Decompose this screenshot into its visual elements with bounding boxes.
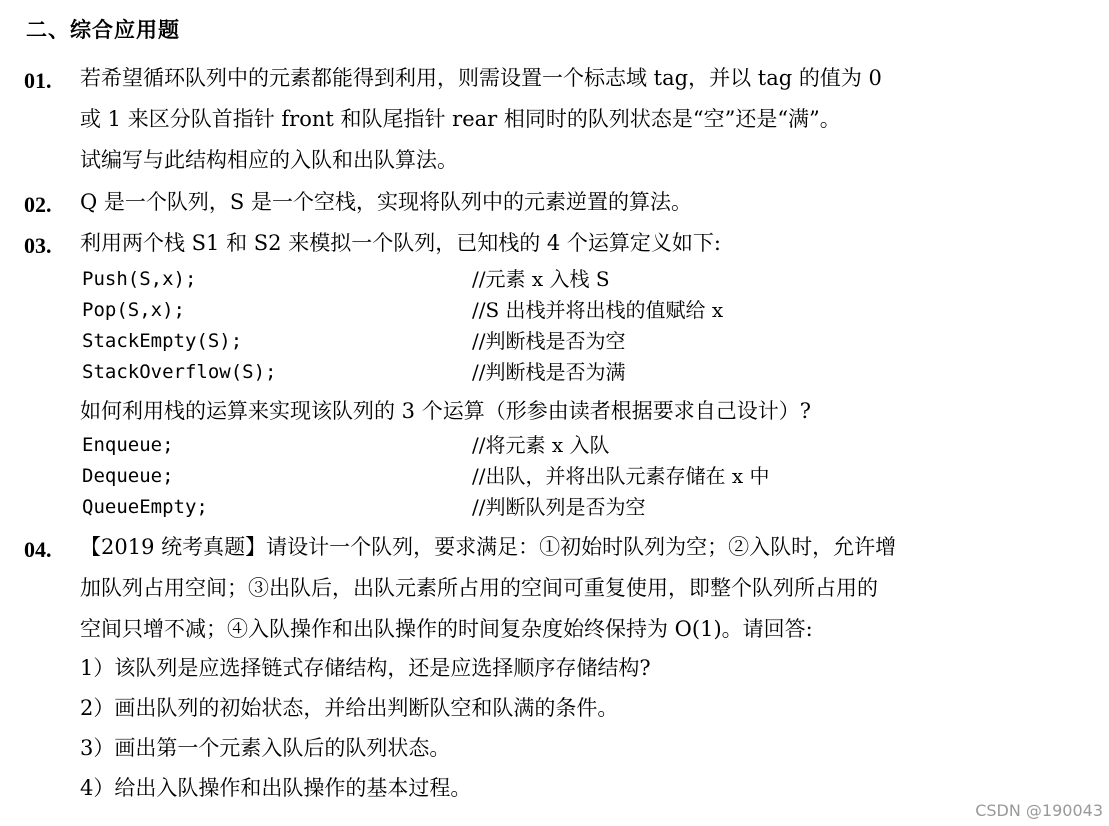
subquestion-4: 4）给出入队操作和出队操作的基本过程。: [80, 776, 472, 800]
subquestion-3: 3）画出第一个元素入队后的队列状态。: [80, 736, 451, 760]
stack-op-comment: //判断栈是否为空: [472, 329, 626, 353]
queue-op-code: Dequeue;: [82, 465, 174, 487]
queue-op-comment: //判断队列是否为空: [472, 495, 646, 519]
question-02-text: [80, 182, 1089, 223]
question-01-line-1: 若希望循环队列中的元素都能得到利用，则需设置一个标志域 tag，并以 tag 的值为 0: [80, 66, 882, 90]
subquestion-1: 1）该队列是应选择链式存储结构，还是应选择顺序存储结构?: [80, 656, 651, 680]
watermark: CSDN @190043: [975, 801, 1103, 820]
question-04-number: 04.: [24, 537, 52, 562]
stack-op-row: [82, 264, 1082, 295]
question-02-line-1: Q 是一个队列，S 是一个空栈，实现将队列中的元素逆置的算法。: [80, 190, 692, 214]
question-04-text: [80, 527, 1089, 650]
question-04-line-3: 空间只增不减；④入队操作和出队操作的时间复杂度始终保持为 O(1)。请回答:: [80, 617, 813, 641]
queue-op-code: Enqueue;: [82, 434, 174, 456]
subquestion-2: 2）画出队列的初始状态，并给出判断队空和队满的条件。: [80, 696, 619, 720]
question-03-text: [80, 223, 1089, 264]
queue-op-row: [82, 492, 1082, 523]
queue-op-comment: //将元素 x 入队: [472, 433, 610, 457]
stack-op-comment: //S 出栈并将出栈的值赋给 x: [472, 298, 724, 322]
question-03-number: 03.: [24, 233, 52, 258]
section-title: 二、综合应用题: [26, 18, 180, 42]
stack-op-row: [82, 357, 1082, 388]
stack-op-comment: //元素 x 入栈 S: [472, 267, 610, 291]
question-03-line-1: 利用两个栈 S1 和 S2 来模拟一个队列，已知栈的 4 个运算定义如下:: [80, 231, 721, 255]
stack-op-code: StackOverflow(S);: [82, 361, 277, 383]
stack-op-code: Push(S,x);: [82, 268, 197, 290]
queue-op-comment: //出队，并将出队元素存储在 x 中: [472, 464, 770, 488]
question-01-number: 01.: [24, 68, 52, 93]
stack-op-code: StackEmpty(S);: [82, 330, 243, 352]
question-01-text: [80, 58, 1089, 181]
queue-op-code: QueueEmpty;: [82, 496, 208, 518]
question-04-line-1: 【2019 统考真题】请设计一个队列，要求满足：①初始时队列为空；②入队时，允许增: [80, 535, 897, 559]
stack-op-row: [82, 326, 1082, 357]
queue-op-row: [82, 461, 1082, 492]
question-02-number: 02.: [24, 192, 52, 217]
question-03-middle-line: 如何利用栈的运算来实现该队列的 3 个运算（形参由读者根据要求自己设计）?: [80, 399, 811, 423]
question-01-line-3: 试编写与此结构相应的入队和出队算法。: [80, 148, 458, 172]
stack-op-comment: //判断栈是否为满: [472, 360, 626, 384]
stack-op-row: [82, 295, 1082, 326]
stack-op-code: Pop(S,x);: [82, 299, 185, 321]
question-04-line-2: 加队列占用空间；③出队后，出队元素所占用的空间可重复使用，即整个队列所占用的: [80, 576, 878, 600]
queue-op-row: [82, 430, 1082, 461]
question-01-line-2: 或 1 来区分队首指针 front 和队尾指针 rear 相同时的队列状态是“空”还是“满”。: [80, 107, 841, 131]
